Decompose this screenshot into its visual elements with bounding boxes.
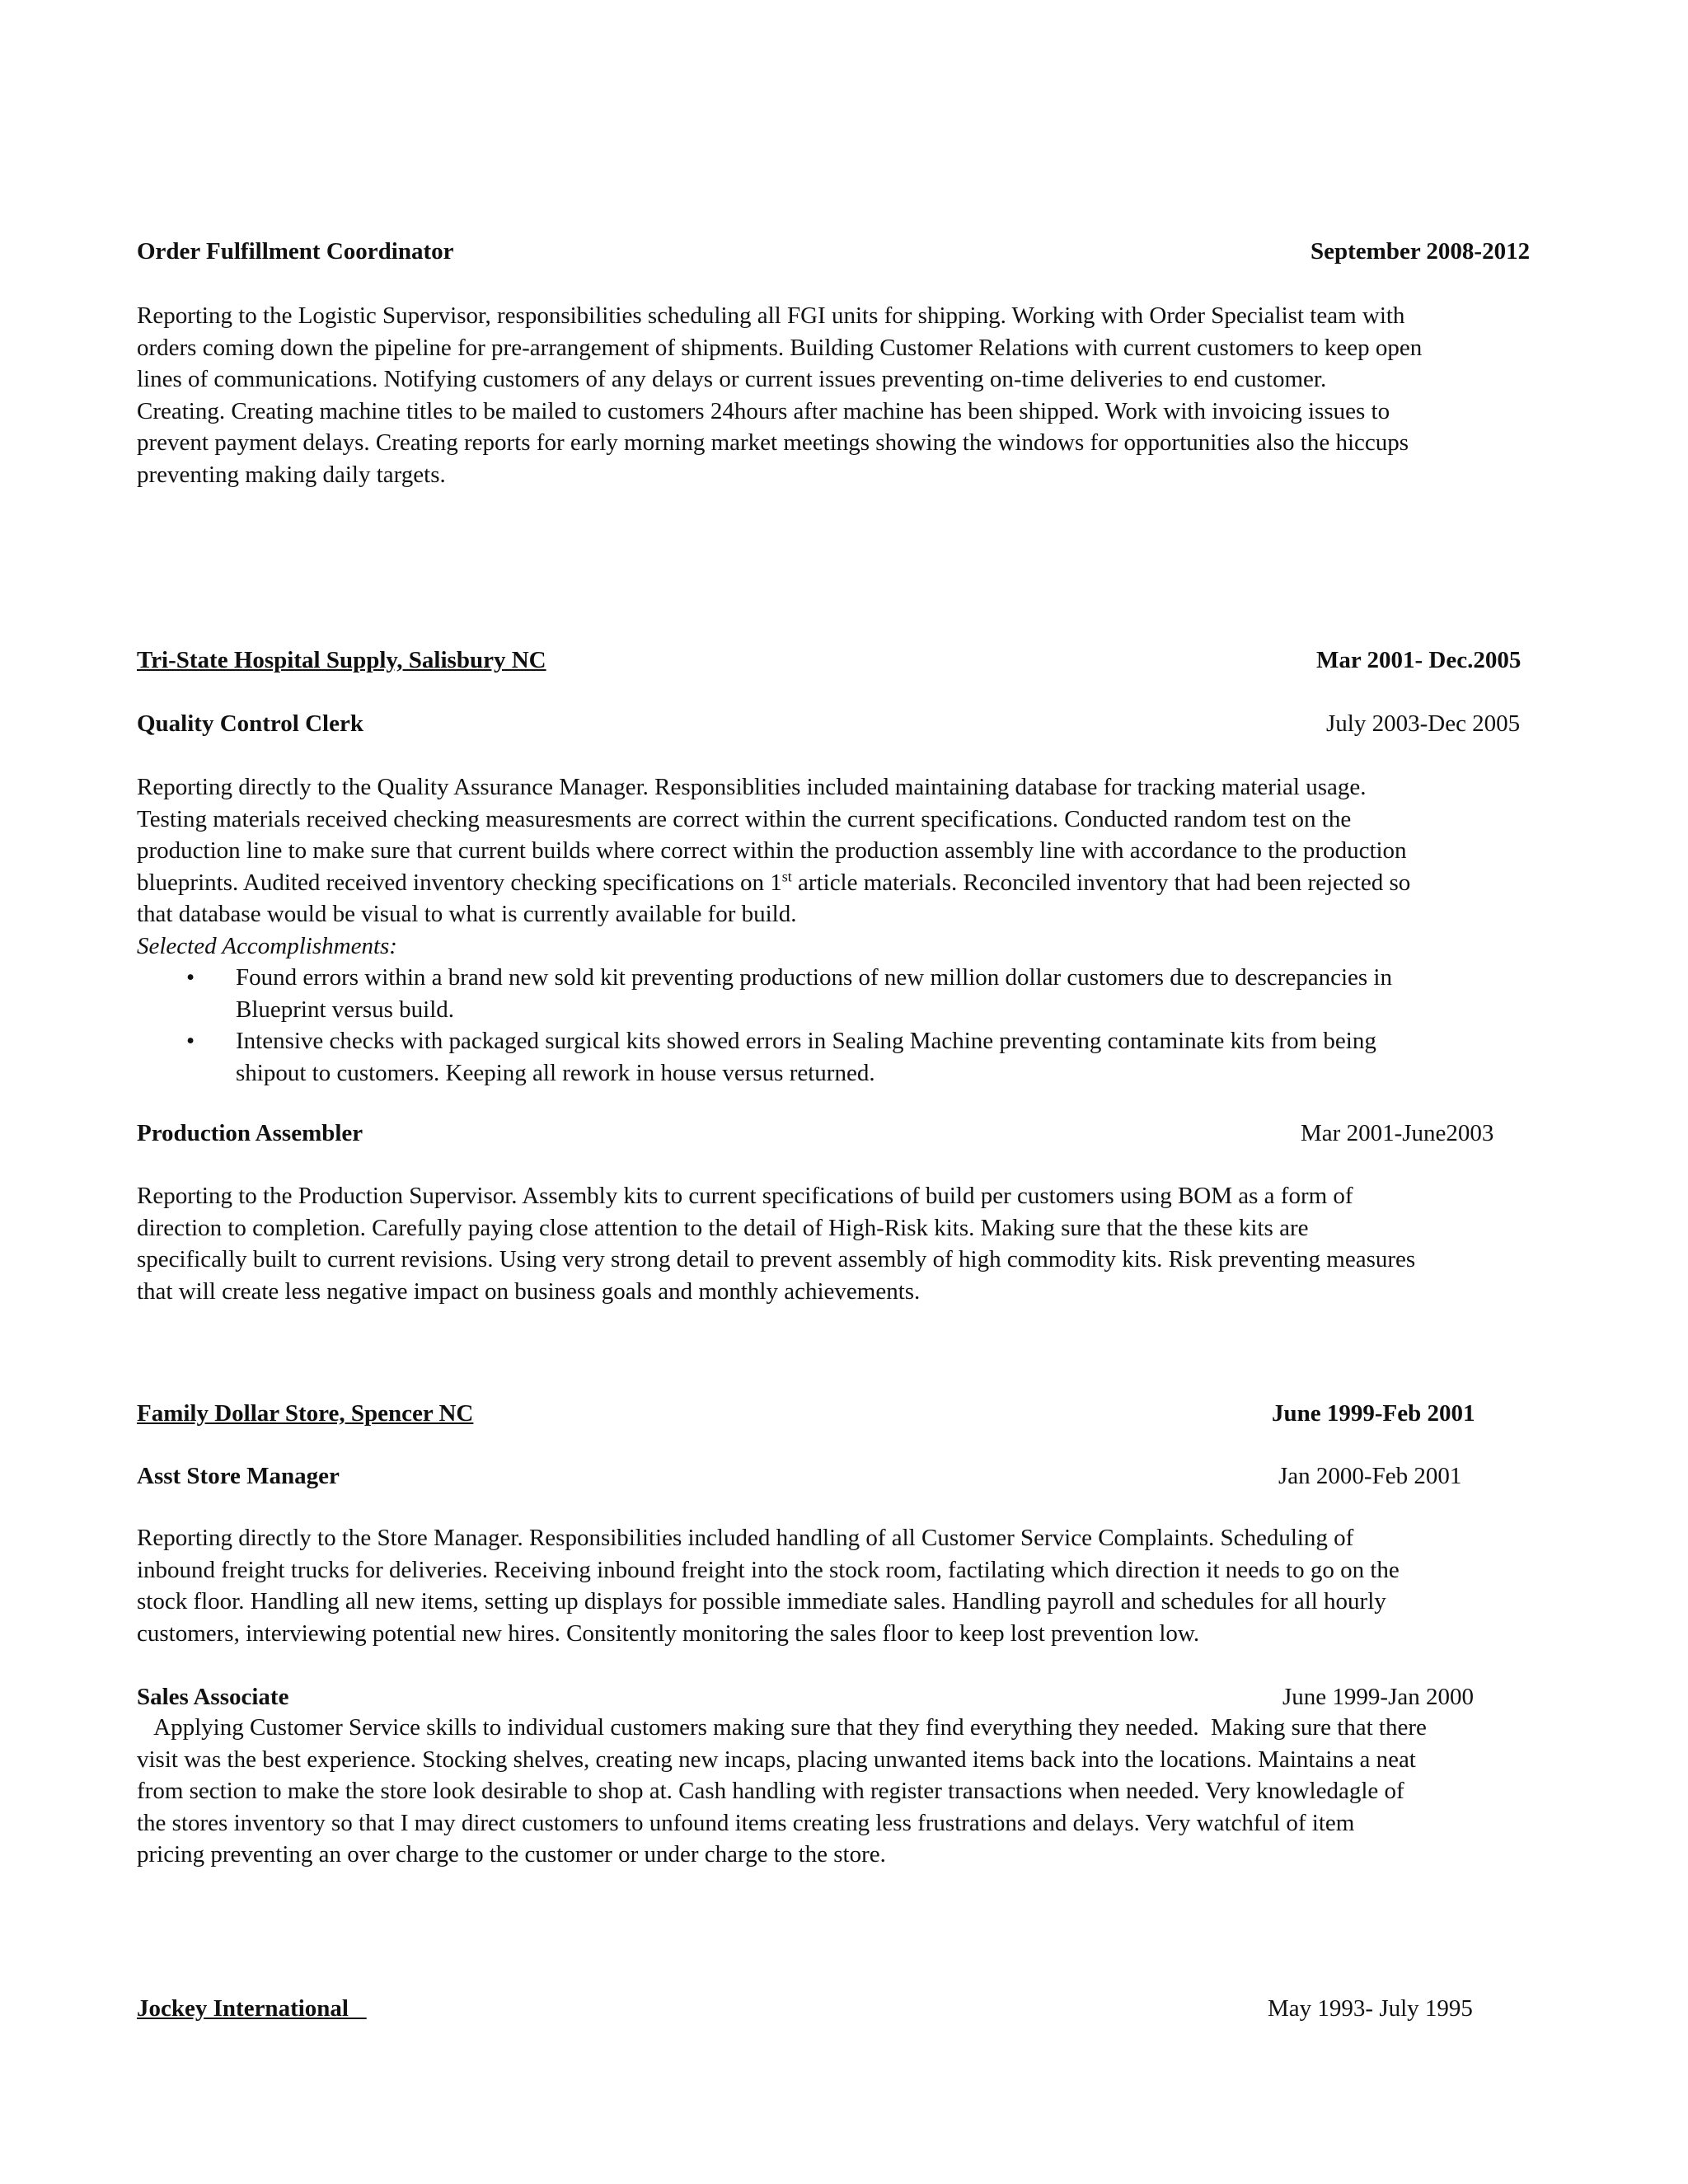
job-title-asst-store-manager: Asst Store Manager (137, 1463, 340, 1489)
job-date-quality-control: July 2003-Dec 2005 (1326, 710, 1521, 737)
production-assembler-description (137, 1180, 1620, 1307)
sales-associate-description (137, 1712, 1620, 1871)
paragraph-line: inbound freight trucks for deliveries. Receiving inbound freight into the stock room, factilating which direction it needs to go on the (137, 1556, 1400, 1583)
paragraph-line: specifically built to current revisions. Using very strong detail to prevent assembly of high commodity kits. Risk preventing measures (137, 1246, 1416, 1272)
paragraph-line: that will create less negative impact on business goals and monthly achievements. (137, 1277, 921, 1305)
paragraph-line: from section to make the store look desirable to shop at. Cash handling with register transactions when needed. Very knowledagle of (137, 1778, 1404, 1804)
paragraph-line: Reporting to the Logistic Supervisor, responsibilities scheduling all FGI units for shipping. Working with Order Specialist team with (137, 302, 1405, 329)
paragraph-line: Creating. Creating machine titles to be mailed to customers 24hours after machine has been shipped. Work with invoicing issues to (137, 397, 1390, 424)
paragraph-line: customers, interviewing potential new hires. Consitently monitoring the sales floor to keep lost prevention low. (137, 1619, 1200, 1647)
paragraph-line: direction to completion. Carefully paying close attention to the detail of High-Risk kits. Making sure that the these kits are (137, 1214, 1309, 1241)
paragraph-line: stock floor. Handling all new items, setting up displays for possible immediate sales. Handling payroll and schedules for all hourly (137, 1588, 1386, 1615)
bullet-icon: • (186, 1028, 195, 1054)
paragraph-line: preventing making daily targets. (137, 461, 446, 488)
paragraph-line: Testing materials received checking measuresments are correct within the current specifications. Conducted random test on the (137, 805, 1352, 832)
paragraph-line: prevent payment delays. Creating reports for early morning market meetings showing the windows for opportunities also the hiccups (137, 429, 1409, 456)
paragraph-line: Reporting to the Production Supervisor. Assembly kits to current specifications of build per customers using BOM as a form of (137, 1183, 1353, 1209)
company-family-dollar: Family Dollar Store, Spencer NC (137, 1400, 474, 1427)
bullet-line: Found errors within a brand new sold kit preventing productions of new million dollar customers due to descrepancies in (236, 964, 1392, 991)
job-title-sales-associate: Sales Associate (137, 1684, 289, 1710)
bullet-line: Intensive checks with packaged surgical kits showed errors in Sealing Machine preventing contaminate kits from being (236, 1028, 1376, 1054)
superscript: st (781, 867, 792, 884)
accomplishments-label: Selected Accomplishments: (137, 932, 397, 959)
list-item (137, 1025, 1620, 1089)
company-tri-state: Tri-State Hospital Supply, Salisbury NC (137, 647, 546, 673)
paragraph-line: visit was the best experience. Stocking shelves, creating new incaps, placing unwanted items back into the locations. Maintains a neat (137, 1746, 1416, 1773)
company-date-tri-state: Mar 2001- Dec.2005 (1316, 647, 1522, 673)
bullet-line: Blueprint versus build. (236, 996, 455, 1023)
company-date-jockey: May 1993- July 1995 (1268, 1995, 1473, 2022)
job-title-order-fulfillment: Order Fulfillment Coordinator (137, 238, 454, 265)
paragraph-line: the stores inventory so that I may direct customers to unfound items creating less frustrations and delays. Very watchful of item (137, 1809, 1355, 1836)
paragraph-line: Reporting directly to the Store Manager. Responsibilities included handling of all Customer Service Complaints. Scheduling of (137, 1525, 1354, 1551)
job-date-sales-associate: June 1999-Jan 2000 (1282, 1684, 1474, 1710)
quality-control-description (137, 771, 1620, 962)
accomplishments-list (137, 962, 1620, 1089)
paragraph-line: lines of communications. Notifying customers of any delays or current issues preventing on-time deliveries to end customer. (137, 366, 1327, 392)
company-jockey: Jockey International (137, 1995, 367, 2022)
bullet-icon: • (186, 964, 195, 991)
paragraph-line: pricing preventing an over charge to the customer or under charge to the store. (137, 1841, 886, 1868)
company-date-family-dollar: June 1999-Feb 2001 (1272, 1400, 1475, 1427)
job-date-order-fulfillment: September 2008-2012 (1311, 238, 1531, 265)
paragraph-line: that database would be visual to what is currently available for build. (137, 901, 797, 927)
job-title-production-assembler: Production Assembler (137, 1120, 363, 1146)
job-date-asst-store-manager: Jan 2000-Feb 2001 (1278, 1463, 1462, 1489)
paragraph-line: orders coming down the pipeline for pre-arrangement of shipments. Building Customer Relations with current customers to keep open (137, 334, 1423, 361)
paragraph-line: Applying Customer Service skills to individual customers making sure that they find everything they needed. Making sure that there (137, 1714, 1427, 1741)
job-date-production-assembler: Mar 2001-June2003 (1301, 1120, 1494, 1146)
list-item (137, 962, 1620, 1025)
paragraph-line: Reporting directly to the Quality Assurance Manager. Responsiblities included maintaining database for tracking material usage. (137, 774, 1367, 800)
order-fulfillment-description (137, 300, 1620, 490)
asst-store-manager-description (137, 1522, 1620, 1649)
job-title-quality-control: Quality Control Clerk (137, 710, 363, 737)
paragraph-line (137, 867, 1620, 899)
line-part: article materials. Reconciled inventory that had been rejected so (791, 869, 1411, 896)
paragraph-line: production line to make sure that current builds where correct within the production assembly line with accordance to the production (137, 837, 1407, 864)
bullet-line: shipout to customers. Keeping all rework in house versus returned. (236, 1059, 875, 1086)
line-part: blueprints. Audited received inventory checking specifications on 1 (137, 869, 782, 896)
